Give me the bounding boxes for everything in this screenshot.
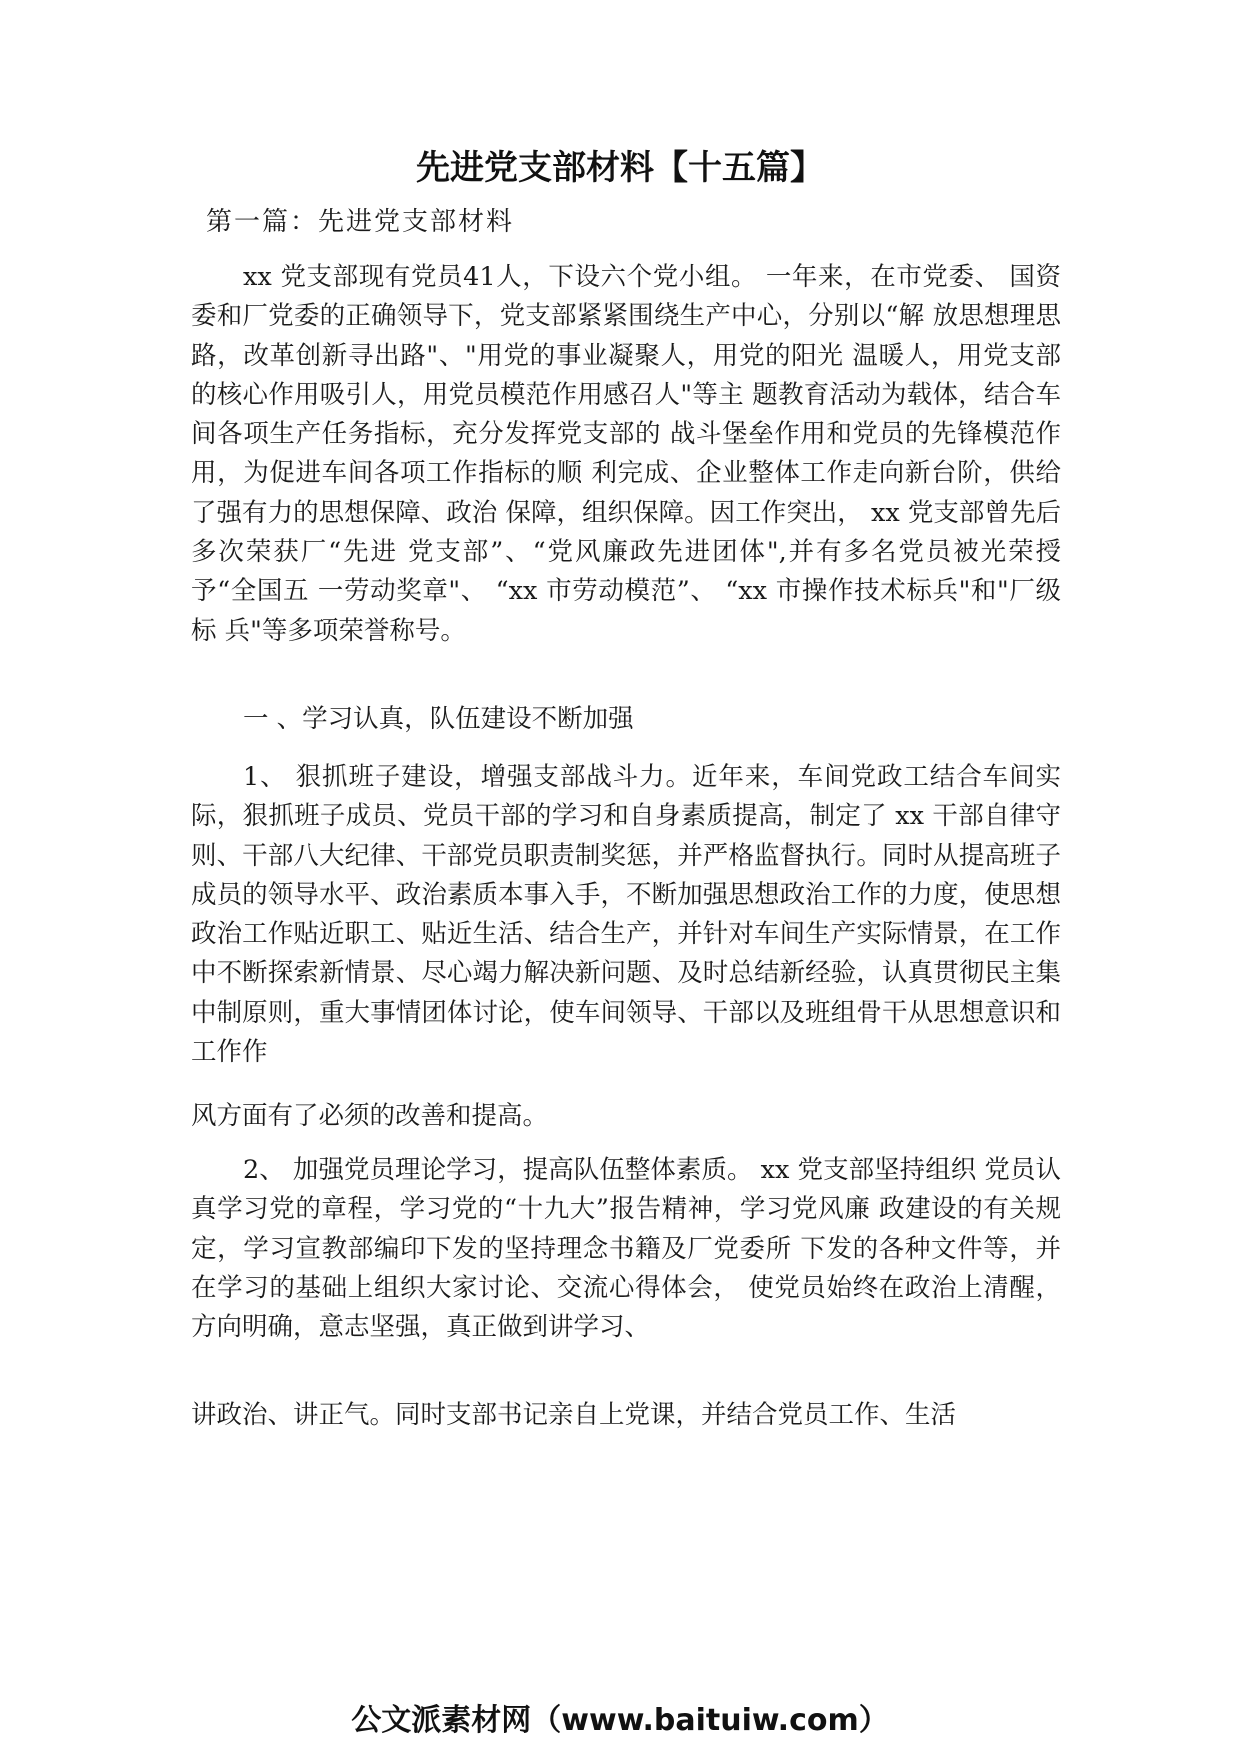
- item-two-paragraph-end: 讲政治、讲正气。同时支部书记亲自上党课，并结合党员工作、生活: [191, 1400, 957, 1430]
- item-one-paragraph-end: 风方面有了必须的改善和提高。: [191, 1101, 549, 1131]
- item-one-paragraph: 1、 狠抓班子建设，增强支部战斗力。近年来，车间党政工结合车间实际，狠抓班子成员、党员干部的学习和自身素质提高，制定了 xx 干部自律守则、干部八大纪律、干部党员职责制奖惩，并严格监督执行。同时从提高班子成员的领导水平、政治素质本事入手，不断加强思想政治工作的力度，使思想政治工作贴近职工、贴近生活、结合生产，并针对车间生产实际情景，在工作中不断探索新情景、尽心竭力解决新问题、及时总结新经验，认真贯彻民主集中制原则，重大事情团体讨论，使车间领导、干部以及班组骨干从思想意识和工作作: [191, 762, 1061, 1068]
- document-title: 先进党支部材料【十五篇】: [416, 148, 824, 188]
- footer-watermark: 公文派素材网（www.baituiw.com）: [351, 1703, 889, 1738]
- section-heading: 第一篇：先进党支部材料: [206, 207, 515, 237]
- intro-paragraph: xx 党支部现有党员41人，下设六个党小组。 一年来，在市党委、 国资委和厂党委的正确领导下，党支部紧紧围绕生产中心，分别以“解 放思想理思路，改革创新寻出路"、"用党的事业凝聚人，用党的阳光 温暖人，用党支部的核心作用吸引人，用党员模范作用感召人"等主 题教育活动为载体，结合车间各项生产任务指标，充分发挥党支部的 战斗堡垒作用和党员的先锋模范作用，为促进车间各项工作指标的顺 利完成、企业整体工作走向新台阶，供给了强有力的思想保障、政治 保障，组织保障。因工作突出， xx 党支部曾先后多次荣获厂“先进 党支部”、“党风廉政先进团体",并有多名党员被光荣授予“全国五 一劳动奖章"、 “xx 市劳动模范”、 “xx 市操作技术标兵"和"厂级标 兵"等多项荣誉称号。: [191, 262, 1061, 646]
- heading-one: 一 、学习认真，队伍建设不断加强: [243, 704, 634, 734]
- item-two-paragraph: 2、 加强党员理论学习，提高队伍整体素质。 xx 党支部坚持组织 党员认真学习党的章程，学习党的“十九大”报告精神，学习党风廉 政建设的有关规定，学习宣教部编印下发的坚持理念书籍及厂党委所 下发的各种文件等，并在学习的基础上组织大家讨论、交流心得体会， 使党员始终在政治上清醒，方向明确，意志坚强，真正做到讲学习、: [191, 1155, 1061, 1343]
